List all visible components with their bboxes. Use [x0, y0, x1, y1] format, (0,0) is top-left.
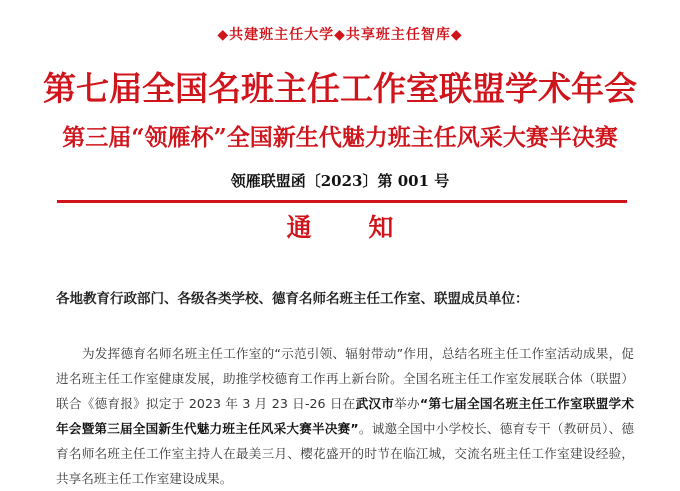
body-text-part2: 举办	[394, 396, 420, 411]
main-title: 第七届全国名班主任工作室联盟学术年会	[43, 69, 637, 108]
slogan: ◆共建班主任大学◆共享班主任智库◆	[217, 27, 463, 43]
document-number: 领雁联盟函〔2023〕第 001 号	[230, 172, 450, 190]
sub-title: 第三届“领雁杯”全国新生代魅力班主任风采大赛半决赛	[62, 124, 618, 151]
red-divider	[57, 200, 627, 203]
notice-heading: 通 知	[286, 213, 418, 242]
body-event-name: “第七届全国名班主任工作室联盟学术年会暨第三届全国新生代魅力班主任风采大赛半决赛”	[56, 396, 635, 436]
body-text-part3: 。诚邀全国中小学校长、德育专干（教研员）、德育名师名班主任工作室主持人在最美三月、樱花盛开的时节在临江城，交流名班主任工作室建设经验，共享名班主任工作室建设成果。	[56, 421, 634, 486]
body-paragraph	[56, 341, 634, 491]
addressee-line: 各地教育行政部门、各级各类学校、德育名师名班主任工作室、联盟成员单位：	[56, 291, 529, 307]
body-text-part1: 为发挥德育名师名班主任工作室的“示范引领、辐射带动”作用，总结名班主任工作室活动成果，促进名班主任工作室健康发展，助推学校德育工作再上新台阶。全国名班主任工作室发展联合体（联盟）联合《德育报》拟定于 2023 年 3 月 23 日-26 日在	[56, 346, 634, 411]
body-place: 武汉市	[355, 396, 395, 411]
